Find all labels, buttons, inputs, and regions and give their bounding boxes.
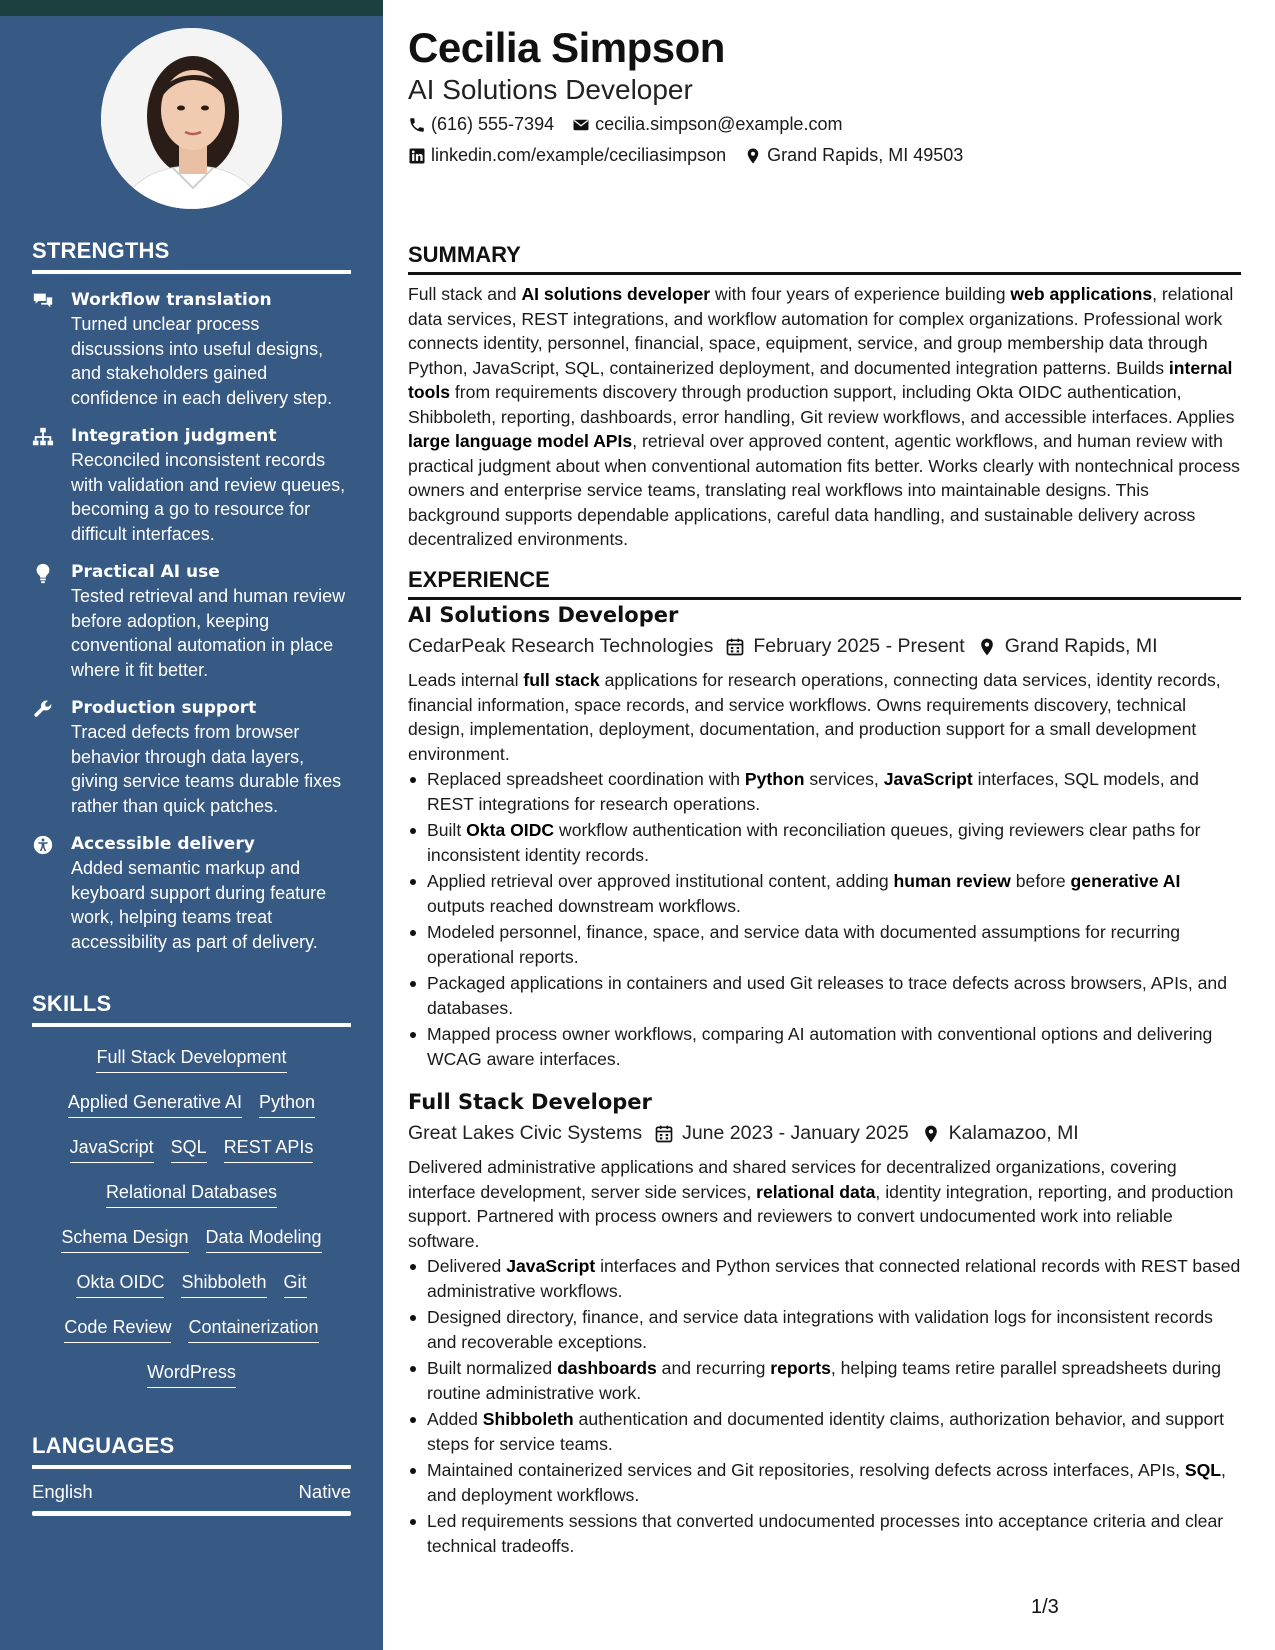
text-segment: Designed directory, finance, and service data integrations with validation logs for inconsistent records and recoverable exceptions.	[427, 1307, 1213, 1352]
text-segment: with four years of experience building	[710, 284, 1011, 304]
languages-list	[32, 1481, 351, 1516]
profile-photo	[101, 28, 282, 209]
skill-tag: Python	[259, 1090, 315, 1118]
languages-section	[32, 1433, 351, 1516]
skill-row	[32, 1084, 351, 1129]
text-segment: Replaced spreadsheet coordination with	[427, 769, 745, 789]
candidate-name: Cecilia Simpson	[408, 24, 725, 71]
language-level: Native	[298, 1481, 351, 1502]
bold-text: Shibboleth	[482, 1409, 574, 1429]
text-segment: interfaces, SQL models, and REST integrations for research operations.	[427, 769, 1199, 814]
bold-text: dashboards	[557, 1358, 657, 1378]
summary-heading: SUMMARY	[408, 242, 1241, 275]
skills-heading: SKILLS	[32, 991, 351, 1027]
skill-tag: Code Review	[64, 1315, 171, 1343]
strengths-list	[32, 288, 351, 954]
strength-title: Production support	[71, 698, 257, 718]
skill-row	[32, 1219, 351, 1264]
text-segment: Built	[427, 820, 467, 840]
text-segment: Packaged applications in containers and used Git releases to trace defects across browsers, APIs, and databases.	[427, 973, 1227, 1018]
strength-item	[32, 696, 351, 818]
job-entry	[408, 603, 1241, 1073]
text-segment: workflow authentication with reconciliation queues, giving reviewers clear paths for inconsistent identity records.	[427, 820, 1201, 865]
job-title: AI Solutions Developer	[408, 603, 679, 627]
strength-title: Accessible delivery	[71, 834, 255, 854]
page-number: 1/3	[1031, 1596, 1059, 1618]
location: Grand Rapids, MI 49503	[767, 145, 964, 165]
text-segment: authentication and documented identity claims, authorization behavior, and support steps for service teams.	[427, 1409, 1225, 1454]
job-dates: February 2025 - Present	[753, 635, 965, 657]
job-bullet	[408, 1254, 1241, 1303]
bold-text: large language model APIs	[408, 431, 633, 451]
skills-list	[32, 1039, 351, 1399]
text-segment: , identity integration, reporting, and production support. Partnered with process owners and reviewers to convert undocumented work into reliable software.	[408, 1181, 1234, 1251]
skill-tag: Schema Design	[61, 1225, 188, 1253]
text-segment: Maintained containerized services and Git repositories, resolving defects across interfaces, APIs,	[427, 1460, 1185, 1480]
skill-tag: Data Modeling	[206, 1225, 322, 1253]
accessibility-icon	[32, 834, 54, 856]
linkedin-icon	[408, 147, 426, 165]
text-segment: Mapped process owner workflows, comparing AI automation with conventional options and delivering WCAG aware interfaces.	[427, 1024, 1213, 1069]
job-bullet	[408, 818, 1241, 867]
bold-text: web applications	[1010, 284, 1153, 304]
contact-row-1	[408, 114, 842, 135]
bold-text: reports	[770, 1358, 831, 1378]
skill-tag: SQL	[171, 1135, 207, 1163]
job-bullets	[408, 767, 1241, 1071]
text-segment: , and deployment workflows.	[427, 1460, 1226, 1505]
text-segment: outputs reached downstream workflows.	[427, 895, 741, 916]
job-bullet	[408, 869, 1241, 918]
job-bullet	[408, 1022, 1241, 1071]
comments-icon	[32, 290, 54, 312]
envelope-icon	[572, 116, 590, 134]
map-pin-icon	[921, 1124, 941, 1144]
job-bullets	[408, 1254, 1241, 1558]
bold-text: AI solutions developer	[521, 284, 711, 304]
skill-tag: Relational Databases	[106, 1180, 277, 1208]
language-row	[32, 1481, 351, 1511]
job-description	[408, 1155, 1241, 1253]
job-bullet	[408, 1407, 1241, 1456]
text-segment: from requirements discovery through production support, including Okta OIDC authentication, Shibboleth, reporting, dashboards, error handling, Git review workflows, and accessible interfaces. Applies	[408, 382, 1235, 427]
skill-row	[32, 1309, 351, 1354]
email-address[interactable]: cecilia.simpson@example.com	[595, 114, 843, 134]
contact-row-2	[408, 145, 963, 166]
text-segment: , retrieval over approved content, agentic workflows, and human review with practical judgment about when conventional automation fits better. Works clearly with nontechnical process owners and enterprise service teams, translating real workflows into maintainable designs. This background supports dependable applications, careful data handling, and sustainable delivery across decentralized environments.	[408, 431, 1240, 549]
strength-description: Tested retrieval and human review before adoption, keeping conventional automation in place where it fit better.	[71, 586, 346, 680]
phone-number[interactable]: (616) 555-7394	[431, 114, 555, 134]
job-bullet	[408, 1458, 1241, 1507]
strength-item	[32, 560, 351, 682]
candidate-role: AI Solutions Developer	[408, 74, 693, 105]
text-segment: applications for research operations, connecting data services, identity records, financial information, space records, and service workflows. Owns requirements discovery, technical design, implementation, deployment, documentation, and production support for a small development environment.	[408, 670, 1221, 764]
bold-text: JavaScript	[506, 1256, 596, 1276]
job-location: Kalamazoo, MI	[948, 1122, 1079, 1144]
job-bullet	[408, 971, 1241, 1020]
calendar-icon	[725, 637, 745, 657]
skill-tag: Containerization	[188, 1315, 318, 1343]
text-segment: , helping teams retire parallel spreadsheets during routine administrative work.	[427, 1358, 1222, 1403]
text-segment: before	[1010, 871, 1071, 891]
bold-text: SQL	[1184, 1460, 1222, 1480]
text-segment: Built normalized	[427, 1358, 558, 1378]
text-segment: interfaces and Python services that connected relational records with REST based administrative workflows.	[427, 1256, 1241, 1301]
job-bullet	[408, 1509, 1241, 1558]
strength-description: Reconciled inconsistent records with validation and review queues, becoming a go to resource for difficult interfaces.	[71, 450, 346, 544]
bold-text: human review	[893, 871, 1011, 891]
map-pin-icon	[744, 147, 762, 165]
strength-description: Traced defects from browser behavior through data layers, giving service teams durable fixes rather than quick patches.	[71, 722, 342, 816]
text-segment: Added	[427, 1409, 483, 1429]
bold-text: Okta OIDC	[466, 820, 555, 840]
skill-tag: Full Stack Development	[96, 1045, 286, 1073]
skill-row	[32, 1174, 351, 1219]
bold-text: relational data	[756, 1181, 876, 1202]
job-entry	[408, 1090, 1241, 1560]
phone-icon	[408, 116, 426, 134]
text-segment: and recurring	[656, 1358, 771, 1378]
skill-tag: Applied Generative AI	[68, 1090, 242, 1118]
sidebar-top-bar	[0, 0, 383, 16]
skills-section	[32, 991, 351, 1399]
calendar-icon	[654, 1124, 674, 1144]
text-segment: , relational data services, REST integrations, and workflow automation for complex organizations. Professional work connects identity, personnel, financial, space, equipment, service, and group membership data through Python, JavaScript, SQL, containerized deployment, and documented integration patterns. Builds	[408, 284, 1234, 378]
text-segment: Delivered administrative applications and shared services for decentralized organizations, covering interface development, server side services,	[408, 1157, 1177, 1202]
map-pin-icon	[977, 637, 997, 657]
strengths-heading: STRENGTHS	[32, 238, 351, 274]
strength-item	[32, 832, 351, 954]
job-meta	[408, 1122, 1241, 1145]
job-description	[408, 668, 1241, 766]
job-title: Full Stack Developer	[408, 1090, 652, 1114]
summary-text	[408, 282, 1241, 552]
strength-title: Practical AI use	[71, 562, 220, 582]
job-location: Grand Rapids, MI	[1004, 635, 1158, 657]
strengths-section	[32, 238, 351, 954]
wrench-icon	[32, 698, 54, 720]
skill-tag: JavaScript	[70, 1135, 154, 1163]
bold-text: Python	[744, 769, 805, 789]
skill-tag: Shibboleth	[181, 1270, 266, 1298]
job-bullet	[408, 1356, 1241, 1405]
strength-item	[32, 288, 351, 410]
bold-text: JavaScript	[883, 769, 973, 789]
skill-row	[32, 1264, 351, 1309]
sidebar	[0, 0, 383, 1650]
text-segment: services,	[804, 769, 884, 789]
language-name: English	[32, 1481, 93, 1502]
skill-row	[32, 1039, 351, 1084]
languages-heading: LANGUAGES	[32, 1433, 351, 1469]
skill-tag: Git	[284, 1270, 307, 1298]
text-segment: Modeled personnel, finance, space, and service data with documented assumptions for recurring operational reports.	[427, 922, 1181, 967]
text-segment: Delivered	[427, 1256, 507, 1276]
text-segment: Applied retrieval over approved institutional content, adding	[427, 871, 894, 891]
text-segment: Full stack and	[408, 284, 522, 304]
job-bullet	[408, 1305, 1241, 1354]
job-bullet	[408, 767, 1241, 816]
skill-row	[32, 1354, 351, 1399]
skill-tag: WordPress	[147, 1360, 236, 1388]
strength-title: Workflow translation	[71, 290, 272, 310]
job-bullet	[408, 920, 1241, 969]
strength-item	[32, 424, 351, 546]
bold-text: full stack	[523, 670, 600, 690]
skill-row	[32, 1129, 351, 1174]
job-dates: June 2023 - January 2025	[682, 1122, 909, 1144]
lightbulb-icon	[32, 562, 54, 584]
job-meta	[408, 635, 1241, 658]
sitemap-icon	[32, 426, 54, 448]
bold-text: generative AI	[1070, 871, 1181, 891]
text-segment: Led requirements sessions that converted undocumented processes into acceptance criteria and clear technical tradeoffs.	[427, 1511, 1224, 1556]
strength-description: Turned unclear process discussions into useful designs, and stakeholders gained confidence in each delivery step.	[71, 314, 333, 408]
experience-heading: EXPERIENCE	[408, 567, 1241, 600]
skill-tag: Okta OIDC	[76, 1270, 164, 1298]
linkedin-url[interactable]: linkedin.com/example/ceciliasimpson	[431, 145, 727, 165]
strength-description: Added semantic markup and keyboard support during feature work, helping teams treat accessibility as part of delivery.	[71, 858, 327, 952]
text-segment: Leads internal	[408, 670, 524, 690]
company-name: Great Lakes Civic Systems	[408, 1122, 643, 1144]
strength-title: Integration judgment	[71, 426, 277, 446]
language-proficiency-bar	[32, 1511, 351, 1516]
company-name: CedarPeak Research Technologies	[408, 635, 714, 657]
bold-text: internal tools	[408, 357, 1233, 402]
skill-tag: REST APIs	[224, 1135, 314, 1163]
